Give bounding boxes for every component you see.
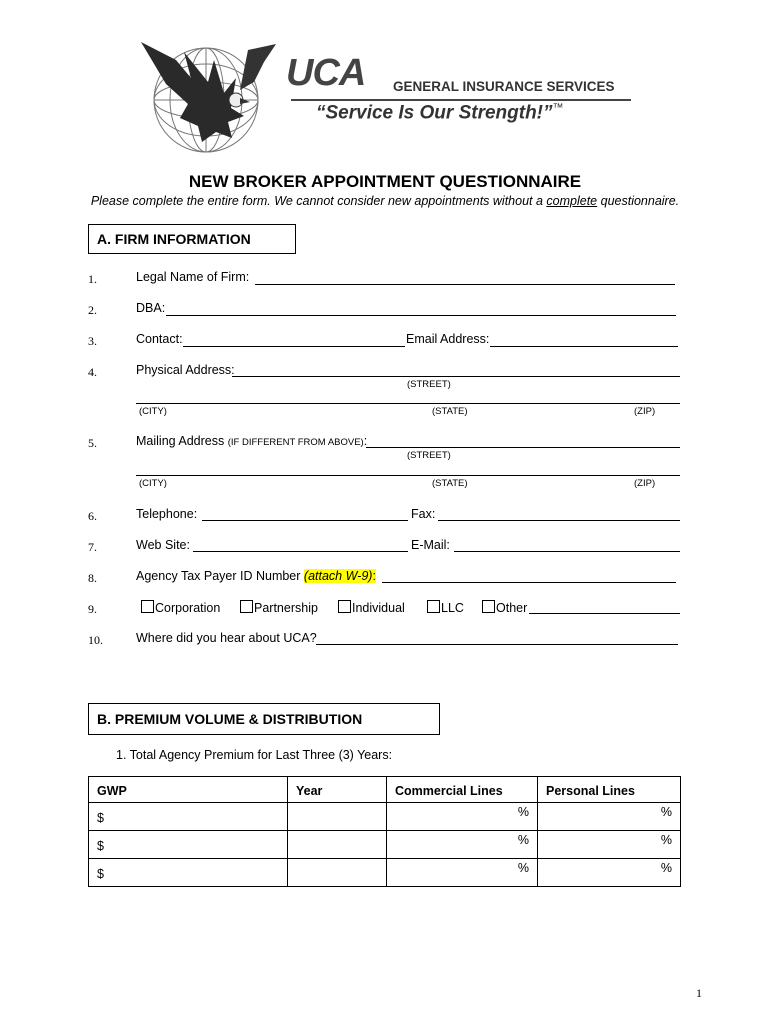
corporation-checkbox[interactable] — [141, 600, 154, 613]
personal-header: Personal Lines — [538, 777, 681, 803]
email2-label: E-Mail: — [411, 538, 450, 552]
state-caption: (STATE) — [432, 478, 468, 489]
item-number: 8. — [88, 571, 97, 585]
item-number: 5. — [88, 436, 97, 450]
street-caption: (STREET) — [407, 379, 451, 390]
commercial-cell[interactable]: % — [387, 803, 538, 831]
instructions-end: questionnaire. — [597, 194, 680, 208]
commercial-header: Commercial Lines — [387, 777, 538, 803]
dollar-sign: $ — [97, 839, 104, 853]
item-number: 6. — [88, 509, 97, 523]
year-header: Year — [288, 777, 387, 803]
slogan — [316, 102, 564, 124]
mailing-city-state-zip-field[interactable] — [136, 475, 680, 476]
table-row — [89, 803, 681, 831]
physical-address-label: Physical Address: — [136, 363, 235, 377]
email-label: Email Address: — [406, 332, 490, 346]
entity-type-option[interactable] — [338, 600, 405, 615]
partnership-checkbox[interactable] — [240, 600, 253, 613]
entity-type-option[interactable] — [482, 600, 527, 615]
legal-name-label: Legal Name of Firm: — [136, 270, 250, 284]
tax-id-label — [136, 569, 376, 583]
premium-question: 1. Total Agency Premium for Last Three (3) Years: — [116, 748, 393, 762]
other-checkbox[interactable] — [482, 600, 495, 613]
gwp-cell[interactable] — [89, 803, 288, 831]
item-number: 9. — [88, 602, 97, 616]
premium-table — [88, 776, 681, 887]
contact-label: Contact: — [136, 332, 183, 346]
section-b-heading: B. PREMIUM VOLUME & DISTRIBUTION — [88, 703, 440, 735]
contact-field[interactable] — [183, 346, 405, 347]
entity-type-option[interactable] — [427, 600, 464, 615]
website-label: Web Site: — [136, 538, 190, 552]
entity-type-option[interactable] — [240, 600, 318, 615]
page-number: 1 — [696, 986, 702, 1000]
dollar-sign: $ — [97, 811, 104, 825]
item-number: 1. — [88, 272, 97, 286]
dollar-sign: $ — [97, 867, 104, 881]
item-number: 4. — [88, 365, 97, 379]
telephone-field[interactable] — [202, 520, 408, 521]
table-row — [89, 831, 681, 859]
instructions-text: Please complete the entire form. We cannot consider new appointments without a — [90, 194, 547, 208]
email2-field[interactable] — [454, 551, 680, 552]
gwp-cell[interactable] — [89, 859, 288, 887]
mailing-label-colon: : — [363, 434, 368, 448]
entity-type-option[interactable] — [141, 600, 220, 615]
attach-w9-highlight: (attach W-9) — [303, 569, 373, 583]
mailing-address-label — [136, 434, 367, 448]
other-label: Other — [496, 601, 528, 615]
personal-cell[interactable]: % — [538, 803, 681, 831]
gwp-header: GWP — [89, 777, 288, 803]
telephone-label: Telephone: — [136, 507, 198, 521]
year-cell[interactable] — [288, 831, 387, 859]
form-instructions — [0, 194, 770, 208]
physical-street-field[interactable] — [232, 376, 680, 377]
instructions-underlined: complete — [546, 194, 598, 208]
section-a-heading: A. FIRM INFORMATION — [88, 224, 296, 254]
table-row — [89, 859, 681, 887]
dba-label: DBA: — [136, 301, 166, 315]
form-title: NEW BROKER APPOINTMENT QUESTIONNAIRE — [188, 172, 582, 191]
legal-name-field[interactable] — [255, 284, 675, 285]
logo-rule — [291, 99, 631, 101]
referral-label: Where did you hear about UCA? — [136, 631, 317, 645]
eagle-globe-icon — [136, 38, 286, 158]
zip-caption: (ZIP) — [634, 406, 656, 417]
item-number: 3. — [88, 334, 97, 348]
referral-field[interactable] — [316, 644, 678, 645]
city-caption: (CITY) — [139, 406, 167, 417]
table-header-row — [89, 777, 681, 803]
company-logo — [136, 38, 636, 158]
street-caption: (STREET) — [407, 450, 451, 461]
trademark: ™ — [552, 102, 564, 114]
gwp-cell[interactable] — [89, 831, 288, 859]
mailing-street-field[interactable] — [366, 447, 680, 448]
llc-label: LLC — [441, 601, 464, 615]
commercial-cell[interactable]: % — [387, 859, 538, 887]
brand-name: UCA — [286, 52, 366, 94]
mailing-label-note: (IF DIFFERENT FROM ABOVE) — [227, 437, 364, 448]
commercial-cell[interactable]: % — [387, 831, 538, 859]
llc-checkbox[interactable] — [427, 600, 440, 613]
corporation-label: Corporation — [155, 601, 221, 615]
year-cell[interactable] — [288, 803, 387, 831]
email-field[interactable] — [490, 346, 678, 347]
state-caption: (STATE) — [432, 406, 468, 417]
physical-city-state-zip-field[interactable] — [136, 403, 680, 404]
city-caption: (CITY) — [139, 478, 167, 489]
fax-field[interactable] — [438, 520, 680, 521]
item-number: 10. — [88, 633, 103, 647]
slogan-text: “Service Is Our Strength!” — [316, 102, 553, 124]
dba-field[interactable] — [166, 315, 676, 316]
year-cell[interactable] — [288, 859, 387, 887]
item-number: 7. — [88, 540, 97, 554]
individual-checkbox[interactable] — [338, 600, 351, 613]
mailing-label-text: Mailing Address — [136, 434, 228, 448]
tax-id-colon: : — [372, 569, 376, 583]
fax-label: Fax: — [411, 507, 436, 521]
personal-cell[interactable]: % — [538, 859, 681, 887]
company-name: GENERAL INSURANCE SERVICES — [393, 79, 615, 94]
partnership-label: Partnership — [254, 601, 318, 615]
website-field[interactable] — [193, 551, 408, 552]
item-number: 2. — [88, 303, 97, 317]
zip-caption: (ZIP) — [634, 478, 656, 489]
tax-id-field[interactable] — [382, 582, 676, 583]
individual-label: Individual — [352, 601, 405, 615]
other-field[interactable] — [529, 613, 680, 614]
personal-cell[interactable]: % — [538, 831, 681, 859]
tax-id-text: Agency Tax Payer ID Number — [136, 569, 304, 583]
